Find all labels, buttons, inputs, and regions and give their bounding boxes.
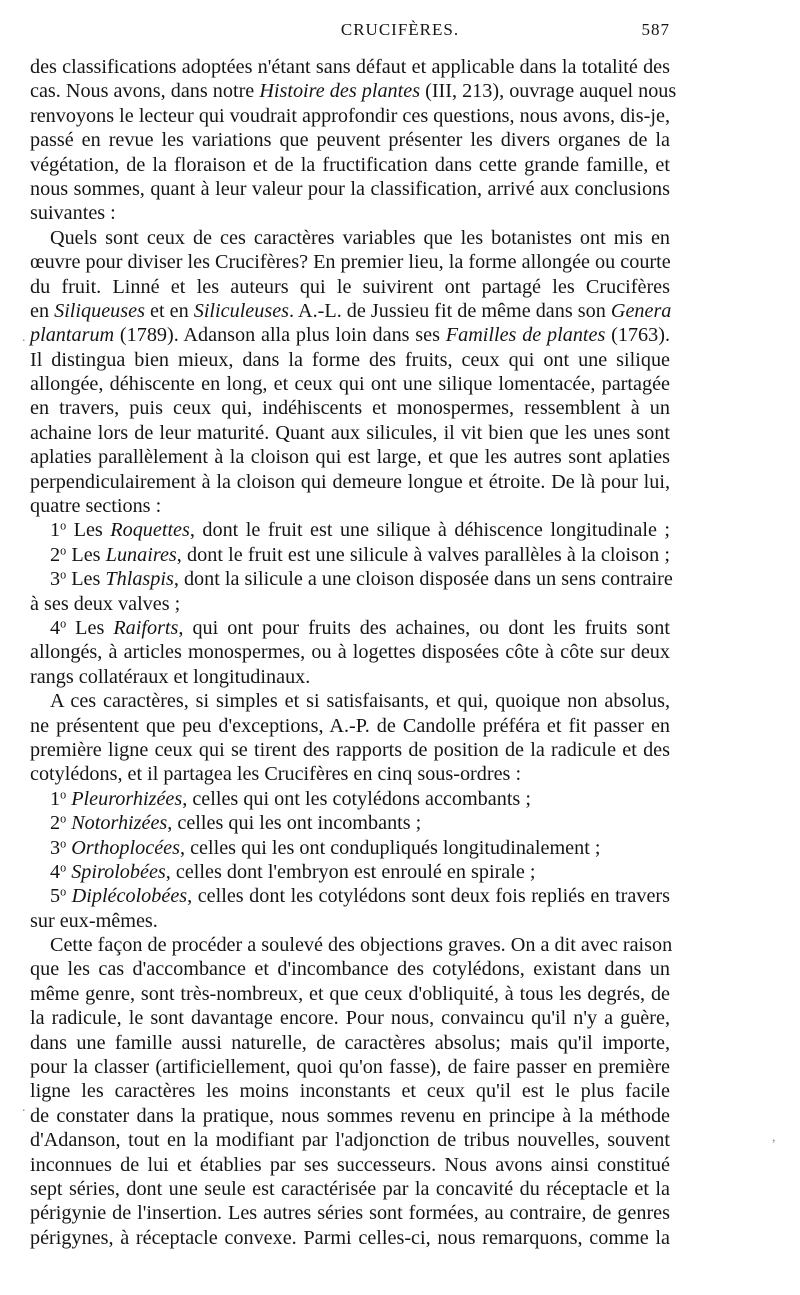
text-line: à ses deux valves ;: [30, 592, 181, 615]
text-line: passé en revue les variations que peuvent présenter les divers organes de la: [30, 129, 670, 152]
margin-mark: ,: [772, 1130, 776, 1145]
text-line: en Siliqueuses et en Siliculeuses. A.-L. de Jussieu fit de même dans son Genera: [30, 299, 672, 322]
text-line: rangs collatéraux et longitudinaux.: [30, 665, 311, 688]
text-line: que les cas d'accombance et d'incombance des cotylédons, existant dans un: [30, 958, 670, 981]
page-header: [0, 20, 800, 46]
text-line: allongés, à articles monospermes, ou à logettes disposées côte à côte sur deux: [30, 641, 670, 664]
text-line: végétation, de la floraison et de la fructification dans cette grande famille, et: [30, 153, 670, 176]
paragraph-start: Quels sont ceux de ces caractères variables que les botanistes ont mis en: [50, 226, 670, 249]
text-line: nous sommes, quant à leur valeur pour la classification, arrivé aux conclusions: [30, 177, 670, 200]
text-line: la radicule, le sont davantage encore. Pour nous, convaincu qu'il n'y a guère,: [30, 1007, 670, 1030]
section-item: 2$^o$ Les Lunaires, dont le fruit est une silicule à valves parallèles à la cloison ;: [50, 543, 670, 566]
margin-mark: .: [22, 1100, 26, 1115]
book-title: Histoire des plantes: [259, 80, 421, 103]
text-line: inconnues de lui et établies par ses successeurs. Nous avons ainsi constitué: [30, 1153, 670, 1176]
suborder-item: 5$^o$ Diplécolobées, celles dont les cotylédons sont deux fois repliés en travers: [50, 884, 670, 908]
suborder-item: 1$^o$ Pleurorhizées, celles qui ont les cotylédons accombants ;: [50, 787, 531, 810]
text-line: périgynes, à réceptacle convexe. Parmi celles-ci, nous remarquons, comme la: [30, 1226, 670, 1249]
text-line: perpendiculairement à la cloison qui demeure longue et étroite. De là pour lui,: [30, 470, 670, 493]
text-line: ligne les caractères les moins inconstants et ceux qu'il est le plus facile: [30, 1080, 670, 1103]
text-line: Il distingua bien mieux, dans la forme des fruits, ceux qui ont une silique: [30, 348, 670, 371]
text-line: suivantes :: [30, 202, 116, 225]
suborder-item: 3$^o$ Orthoplocées, celles qui les ont condupliqués longitudinalement ;: [50, 835, 601, 859]
text-line: ne présentent que peu d'exceptions, A.-P. de Candolle préféra et fit passer en: [30, 714, 670, 737]
paragraph-start: Cette façon de procéder a soulevé des objections graves. On a dit avec raison: [50, 934, 673, 957]
text-line: du fruit. Linné et les auteurs qui le suivirent ont partagé les Crucifères: [30, 275, 670, 298]
section-item: 3$^o$ Les Thlaspis, dont la silicule a une cloison disposée dans un sens contraire: [50, 567, 673, 591]
text-line: achaine lors de leur maturité. Quant aux silicules, il vit bien que les unes sont: [30, 421, 670, 444]
text-line: sur eux-mêmes.: [30, 909, 158, 932]
text-line: pour la classer (artificiellement, quoi qu'on fasse), de faire passer en première: [30, 1056, 670, 1079]
section-item: 1$^o$ Les Roquettes, dont le fruit est une silique à déhiscence longitudinale ;: [50, 518, 670, 542]
text-line: première ligne ceux qui se tirent des rapports de position de la radicule et des: [30, 738, 670, 761]
text-line: des classifications adoptées n'étant sans défaut et applicable dans la totalité des: [30, 56, 670, 78]
text-line: d'Adanson, tout en la modifiant par l'adjonction de tribus nouvelles, souvent: [30, 1129, 670, 1152]
text-line: allongée, déhiscente en long, et ceux qui ont une silique lomentacée, partagée: [30, 373, 670, 396]
text-line: même genre, sont très-nombreux, et que ceux d'obliquité, à tous les degrés, de: [30, 982, 670, 1005]
text-line: œuvre pour diviser les Crucifères? En premier lieu, la forme allongée ou courte: [30, 251, 671, 274]
section-item: 4$^o$ Les Raiforts, qui ont pour fruits des achaines, ou dont les fruits sont: [50, 616, 670, 639]
text-line: plantarum (1789). Adanson alla plus loin dans ses Familles de plantes (1763).: [30, 324, 670, 347]
text-line: de constater dans la pratique, nous sommes revenu en principe à la méthode: [30, 1104, 670, 1127]
running-title: CRUCIFÈRES.: [340, 20, 460, 39]
page-number: 587: [641, 20, 670, 39]
text-line: dans une famille aussi naturelle, de caractères absolus; mais qu'il importe,: [30, 1031, 670, 1054]
text-line: aplaties parallèlement à la cloison qui est large, et que les autres sont aplaties: [30, 446, 670, 469]
margin-mark: .: [22, 330, 26, 345]
suborder-item: 4$^o$ Spirolobées, celles dont l'embryon est enroulé en spirale ;: [50, 860, 536, 883]
text-line: cotylédons, et il partagea les Crucifères en cinq sous-ordres :: [30, 763, 522, 786]
text-line: sept séries, dont une seule est caractérisée par la concavité du réceptacle et la: [30, 1177, 670, 1200]
body-text: [30, 55, 677, 1250]
paragraph-start: A ces caractères, si simples et si satisfaisants, et qui, quoique non absolus,: [50, 690, 670, 713]
text-line: périgynie de l'insertion. Les autres séries sont formées, au contraire, de genres: [30, 1202, 670, 1225]
text-line: quatre sections :: [30, 495, 162, 518]
text-line: renvoyons le lecteur qui voudrait approfondir ces questions, nous avons, dis-je,: [30, 104, 670, 127]
text-line: cas. Nous avons, dans notre Histoire des plantes (III, 213), ouvrage auquel nous: [30, 80, 677, 103]
suborder-item: 2$^o$ Notorhizées, celles qui les ont incombants ;: [50, 811, 422, 835]
text-line: en travers, puis ceux qui, indéhiscents et monospermes, ressemblent à un: [30, 397, 670, 420]
